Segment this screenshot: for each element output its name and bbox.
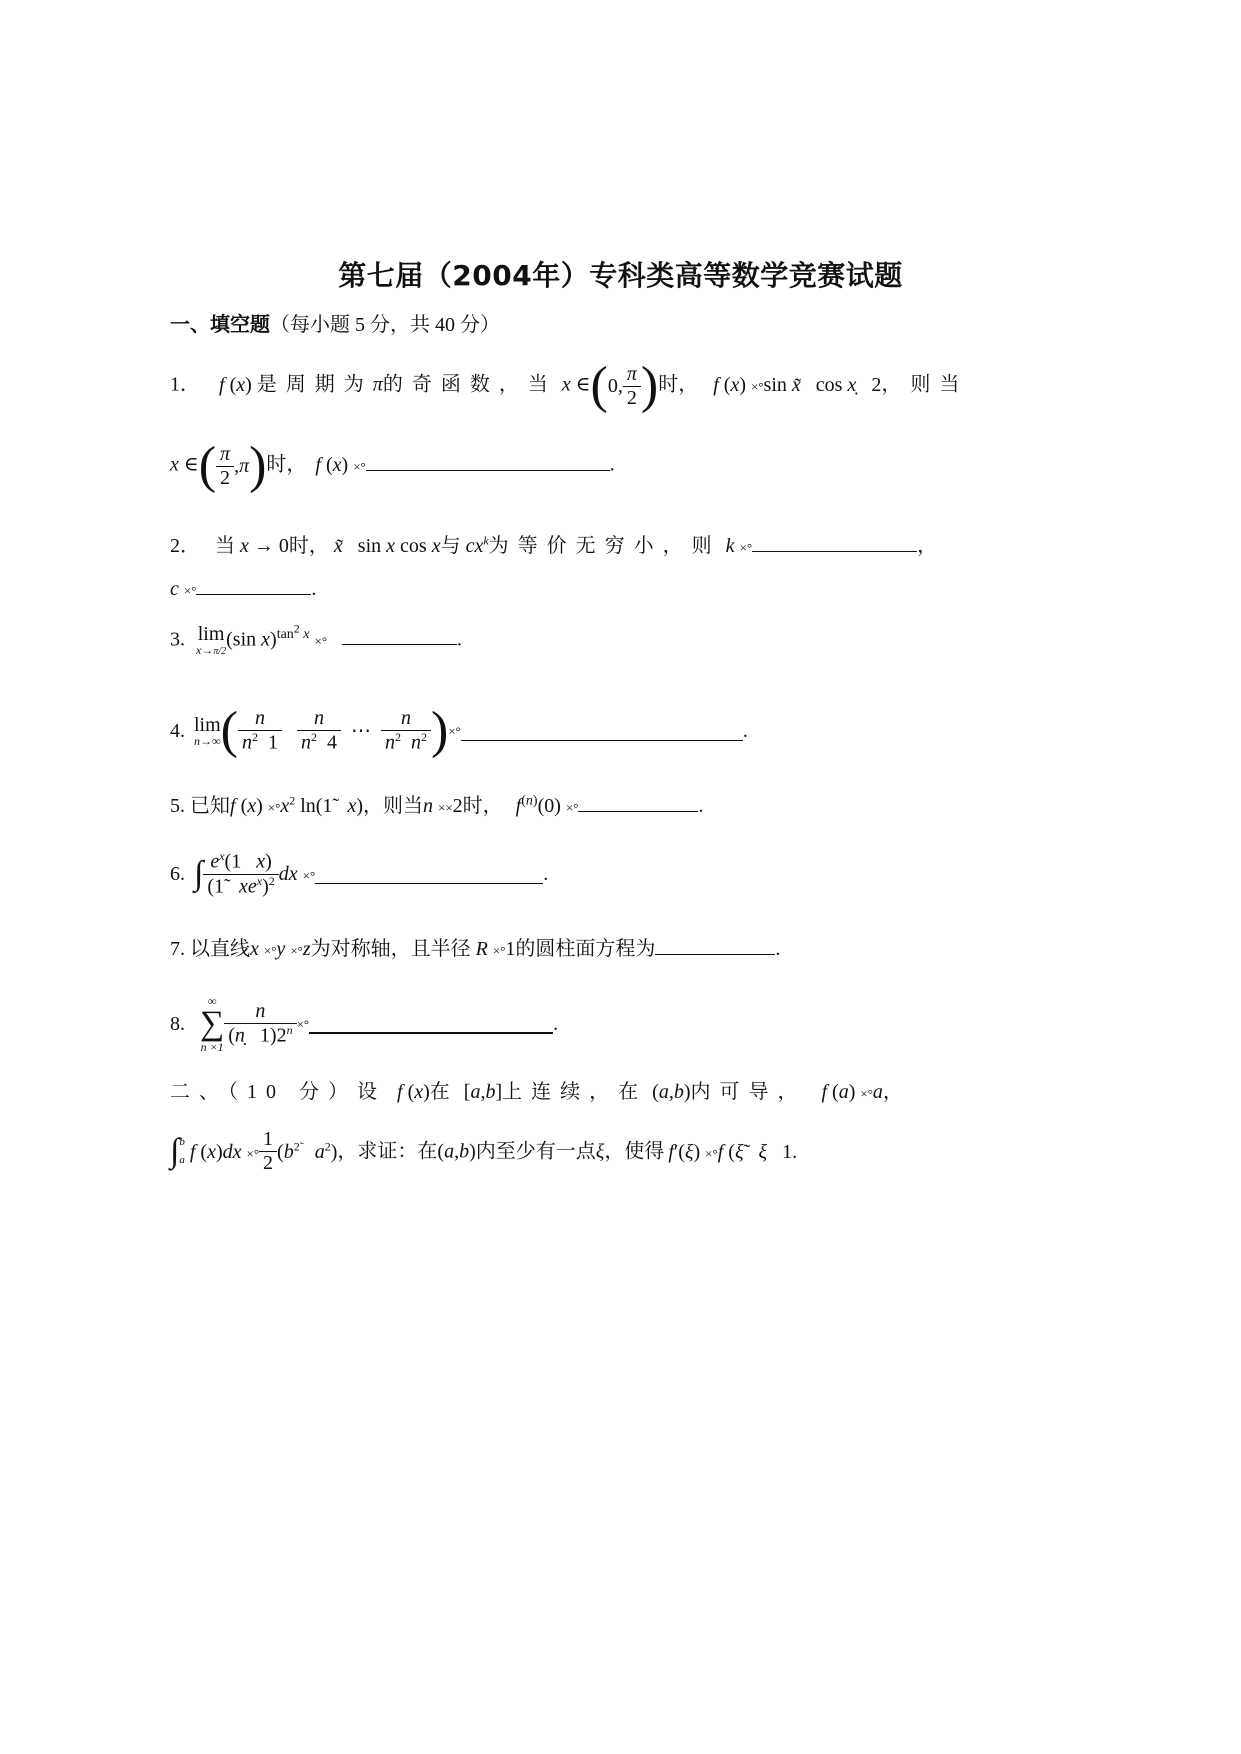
question-number: 2． bbox=[170, 535, 200, 557]
question-2-line-1: 2． 当 x → 0时， x̃ sin x cos x与 $cx^k$为等价无穷小，则 k ×° ， bbox=[170, 533, 938, 557]
q7-text: 以直线 bbox=[190, 938, 250, 960]
question-number: 7. bbox=[170, 938, 185, 960]
question-8: 8. ∞ ∑ n ×1 $\frac{n}{(ṇ 1)2^n}$ ×° . bbox=[170, 994, 559, 1054]
q7-text: 的圆柱面方程为 bbox=[515, 938, 656, 960]
q5-answer-blank[interactable] bbox=[578, 793, 698, 812]
q1-text: ，则当 bbox=[881, 373, 969, 396]
question-2-line-2: c ×° . bbox=[170, 578, 317, 600]
question-number: 6. bbox=[170, 863, 185, 886]
section-1-title: 一、填空题 bbox=[170, 312, 270, 336]
q1-text: 是周期为 bbox=[256, 373, 373, 396]
section-2-line-2: ∫b a f (x)dx ×° $\frac{1}{2}$ ($b^{2̃}$ $a^2$)，求证：在(a,b)内至少有一点ξ，使得 f′(ξ) ×°f (ξ̃ ξ 1. bbox=[170, 1128, 798, 1174]
q5-text: 已知 bbox=[190, 795, 230, 817]
question-number: 1． bbox=[170, 373, 200, 396]
s2-text: 在 bbox=[429, 1081, 459, 1103]
q1-answer-blank[interactable] bbox=[366, 452, 610, 471]
q2-text: 为等价无穷小，则 bbox=[488, 535, 721, 557]
q1-text: 时， bbox=[658, 373, 699, 396]
s2-text: 上连续，在 bbox=[502, 1081, 648, 1103]
q3-answer-blank[interactable] bbox=[342, 626, 457, 645]
q2-text: 与 bbox=[440, 535, 461, 557]
section-1-heading bbox=[170, 314, 500, 335]
q5-text: 时， bbox=[462, 795, 503, 817]
q2-text: 当 bbox=[215, 535, 235, 557]
page-title: 第七届（2004年）专科类高等数学竞赛试题 bbox=[338, 259, 903, 292]
question-6: 6. ∫ $e^x(1$ x) (1̃ $xe^x)^2$ dx ×° . bbox=[170, 849, 549, 898]
q7-answer-blank[interactable] bbox=[655, 936, 775, 955]
q2-k-blank[interactable] bbox=[752, 533, 917, 552]
question-5: 5. 已知f $(x) \times^\circ x^2$ ln(1̃ x)，则当n ××2时， $f^{(n)}(0)$ ×° . bbox=[170, 793, 704, 817]
q8-answer-blank[interactable] bbox=[309, 1014, 553, 1034]
section-2-title: 二、（10 分）设 bbox=[170, 1081, 386, 1103]
question-1-line-2: x ∈( $\frac{\pi}{2}$ ,π)时， f (x) ×° . bbox=[170, 437, 615, 494]
s2-text: 内可导， bbox=[690, 1081, 807, 1103]
section-1-note: （每小题 5 分，共 40 分） bbox=[270, 314, 500, 336]
question-1-line-1: 1． f (x) 是周期为π的奇函数，当 x ∈(0, $\frac{\pi}{2}$ )时， f (x) ×°sin x̃ cos x̣ 2，则当 bbox=[170, 357, 969, 414]
q6-answer-blank[interactable] bbox=[315, 865, 543, 884]
q1-text: 的奇函数，当 bbox=[382, 373, 557, 396]
q1-text: 时， bbox=[266, 453, 307, 476]
question-3: 3. lim x→π/2 (sin x)$^{tan^2 x}$ ×° . bbox=[170, 621, 463, 658]
question-number: 3. bbox=[170, 628, 185, 651]
question-number: 4. bbox=[170, 720, 185, 742]
question-number: 8. bbox=[170, 1013, 185, 1035]
question-7: 7. 以直线x ×°y ×°z为对称轴，且半径 R ×°1的圆柱面方程为 . bbox=[170, 938, 781, 960]
s2-text: ，使得 bbox=[604, 1140, 665, 1163]
q2-text: 时， bbox=[288, 535, 329, 557]
q4-answer-blank[interactable] bbox=[461, 722, 743, 741]
question-4: 4. lim n→∞ ( $\frac{n}{n^2 1}$ $\frac{n}{n^2 4}$ ⋯ $\frac{n}{n^2 n^2}$ )×° . bbox=[170, 702, 748, 759]
s2-text: 内至少有一点 bbox=[475, 1140, 596, 1163]
q2-c-blank[interactable] bbox=[196, 576, 311, 595]
section-2-line-1: 二、（10 分）设 f (x)在 [a,b]上连续，在 (a,b)内可导， f (a) ×°a， bbox=[170, 1081, 903, 1103]
q5-text: ，则当 bbox=[363, 795, 423, 817]
s2-text: ，求证：在 bbox=[337, 1140, 438, 1163]
question-number: 5. bbox=[170, 795, 185, 817]
q7-text: 为对称轴，且半径 bbox=[310, 938, 471, 960]
